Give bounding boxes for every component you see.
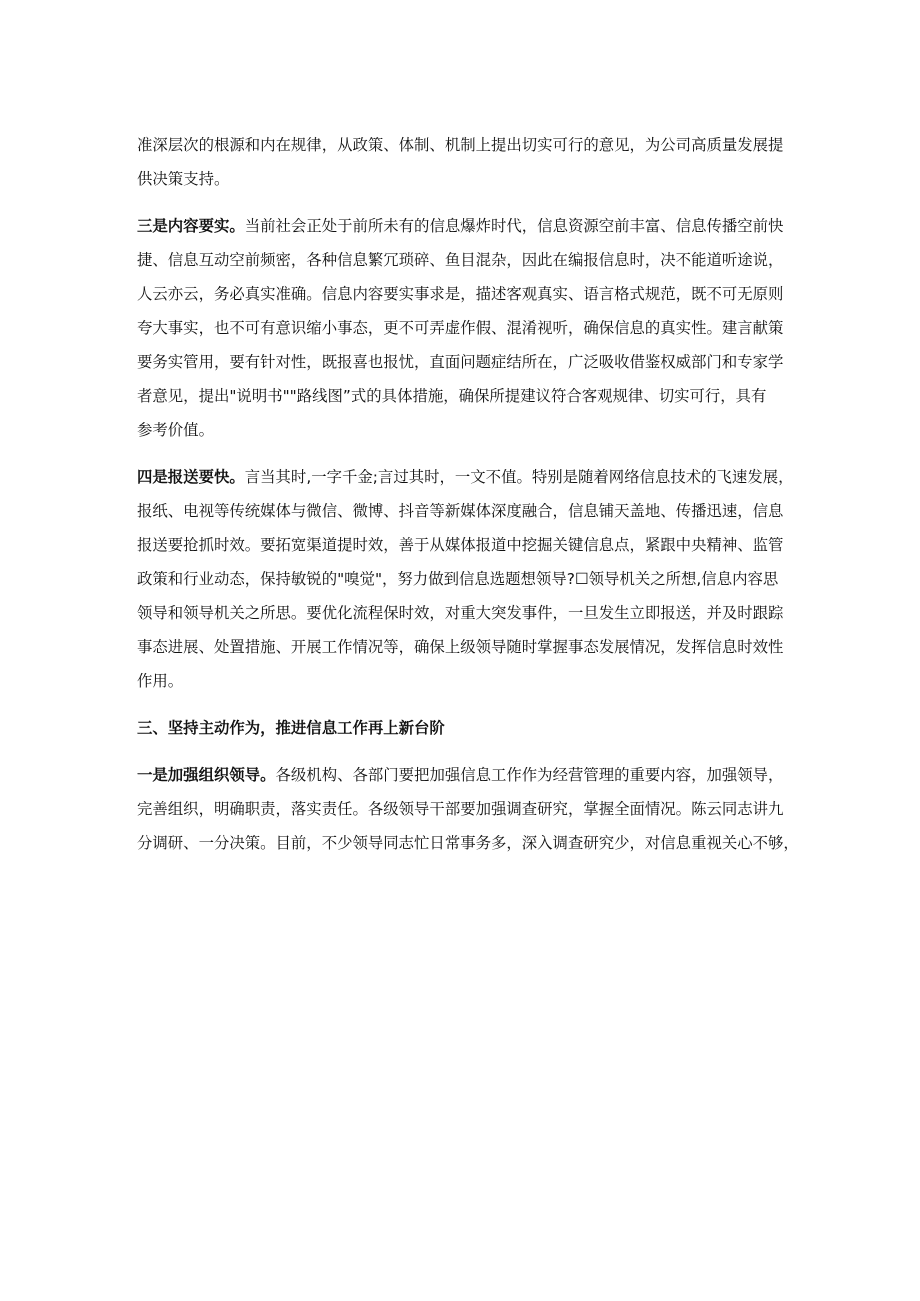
text-line: 参考价值。 xyxy=(137,421,214,439)
text-line: 四是报送要快。言当其时,一字千金;言过其时，一文不值。特别是随着网络信息技术的飞速发展， xyxy=(137,468,794,486)
text-line: 领导和领导机关之所思。要优化流程保时效，对重大突发事件，一旦发生立即报送，并及时跟踪 xyxy=(137,604,784,622)
text-line: 事态进展、处置措施、开展工作情况等，确保上级领导随时掌握事态发展情况，发挥信息时效性 xyxy=(137,638,784,656)
text-line: 报送要抢抓时效。要拓宽渠道提时效，善于从媒体报道中挖掘关键信息点，紧跟中央精神、监管 xyxy=(137,536,784,554)
text-line: 准深层次的根源和内在规律，从政策、体制、机制上提出切实可行的意见，为公司高质量发展提 xyxy=(137,136,784,154)
text-line: 三是内容要实。当前社会正处于前所未有的信息爆炸时代，信息资源空前丰富、信息传播空前快 xyxy=(137,217,784,235)
text-line: 报纸、电视等传统媒体与微信、微博、抖音等新媒体深度融合，信息铺天盖地、传播迅速，信息 xyxy=(137,502,784,520)
document-page xyxy=(137,128,799,873)
paragraph-organization-leadership xyxy=(137,758,799,860)
paragraph-lead: 三是内容要实。 xyxy=(137,217,245,235)
paragraph-continuation xyxy=(137,128,787,196)
text-line: 捷、信息互动空前频密，各种信息繁冗琐碎、鱼目混杂，因此在编报信息时，决不能道听途说， xyxy=(137,251,784,269)
text-line: 人云亦云，务必真实准确。信息内容要实事求是，描述客观真实、语言格式规范，既不可无原则 xyxy=(137,285,784,303)
text-line: 完善组织，明确职责，落实责任。各级领导干部要加强调查研究，掌握全面情况。陈云同志讲九 xyxy=(137,800,784,818)
text-line: 一是加强组织领导。各级机构、各部门要把加强信息工作作为经营管理的重要内容，加强领导， xyxy=(137,766,784,784)
text-line: 者意见，提出"说明书""路线图”式的具体措施，确保所提建议符合客观规律、切实可行，具有 xyxy=(137,387,767,405)
text-line: 夸大事实，也不可有意识缩小事态，更不可弄虚作假、混淆视听，确保信息的真实性。建言献策 xyxy=(137,319,784,337)
paragraph-lead: 一是加强组织领导。 xyxy=(137,766,276,784)
section-heading: 三、坚持主动作为，推进信息工作再上新台阶 xyxy=(137,719,445,737)
paragraph-lead: 四是报送要快。 xyxy=(137,468,245,486)
text-line: 要务实管用，要有针对性，既报喜也报忧，直面问题症结所在，广泛吸收借鉴权威部门和专家学 xyxy=(137,353,784,371)
text-line: 分调研、一分决策。目前，不少领导同志忙日常事务多，深入调查研究少，对信息重视关心不够， xyxy=(137,834,799,852)
text-line: 作用。 xyxy=(137,672,184,690)
text-line: 政策和行业动态，保持敏锐的"嗅觉"，努力做到信息选题想领导?☐领导机关之所想,信息内容思 xyxy=(137,570,779,588)
paragraph-content-accuracy xyxy=(137,209,787,447)
text-line: 供决策支持。 xyxy=(137,170,230,188)
paragraph-report-speed xyxy=(137,460,794,698)
